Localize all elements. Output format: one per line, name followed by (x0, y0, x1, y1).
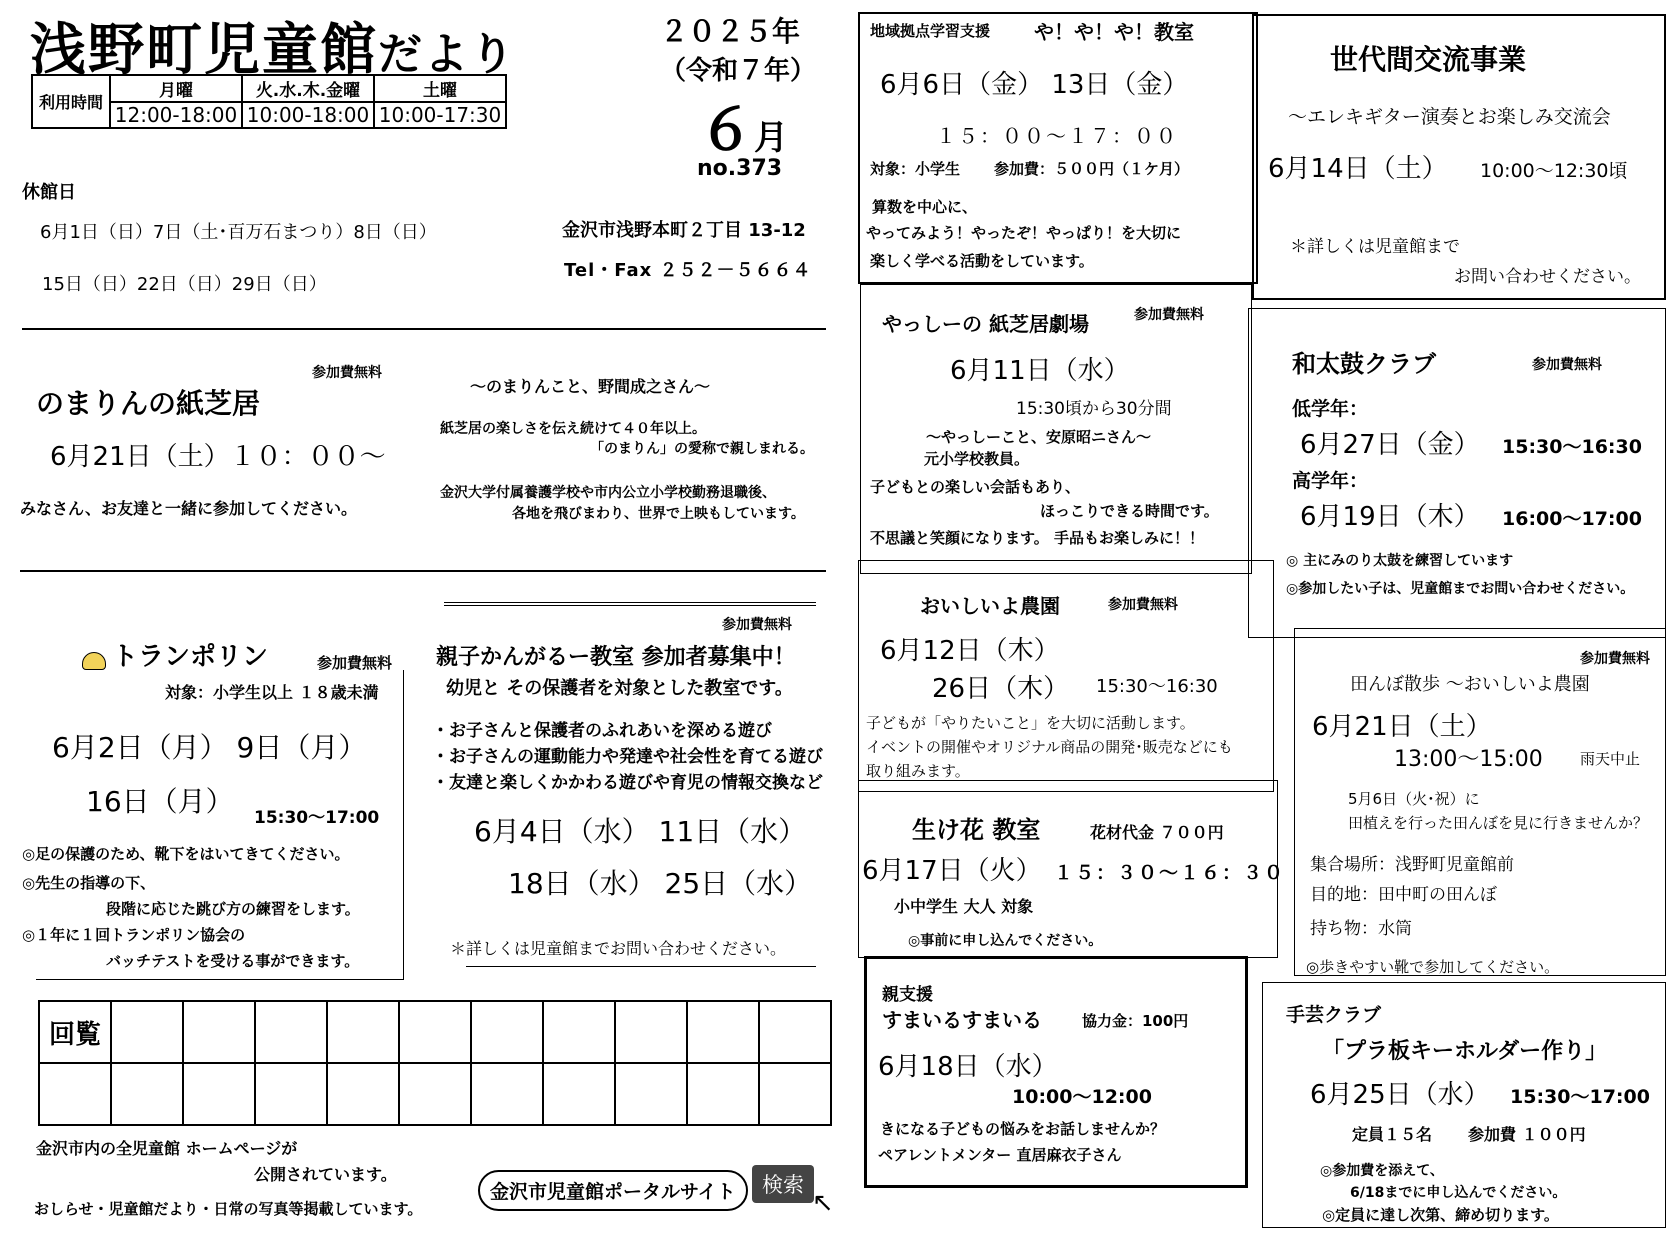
tanbo-rain: 雨天中止 (1580, 750, 1641, 768)
hours-time-mon: 12:00-18:00 (110, 102, 242, 128)
yayaya-dates: 6月6日（金） 13日（金） (880, 70, 1189, 100)
yasshi-performer: ～やっしーこと、安原昭ニさん～ (926, 428, 1152, 446)
yayaya-target: 対象：小学生 (870, 160, 961, 178)
smile-date: 6月18日（水） (878, 1052, 1058, 1082)
tanbo-desc2: 田植えを行った田んぼを見に行きませんか？ (1348, 814, 1649, 832)
taiko-note2: ◎参加したい子は、児童館までお問い合わせください。 (1286, 581, 1635, 597)
search-button[interactable]: 検索 (752, 1165, 814, 1203)
ikebana-time: １５：３０～１６：３０ (1054, 862, 1286, 884)
smile-desc1: きになる子どもの悩みをお話しませんか？ (880, 1120, 1166, 1138)
yasshi-desc1: 子どもとの楽しい会話もあり、 (870, 478, 1081, 496)
closed-days-line2: 15日（日）22日（日）29日（日） (42, 274, 327, 295)
oyako-item2: ・お子さんの運動能力や発達や社会性を育てる遊び (432, 747, 823, 767)
trampoline-time: 15:30～17:00 (254, 808, 380, 828)
closed-label: 休館日 (22, 182, 76, 203)
kamishibai-desc2: 「のまりん」の愛称で親しまれる。 (590, 441, 814, 457)
oyako-title: 親子かんがるー教室 参加者募集中！ (436, 645, 796, 670)
circulation-label: 回覧 (39, 1001, 111, 1063)
circulation-cell (111, 1063, 183, 1125)
ikebana-date: 6月17日（火） (862, 856, 1042, 886)
taiko-low-label: 低学年： (1292, 398, 1369, 420)
circulation-cell (183, 1063, 255, 1125)
hours-day-sat: 土曜 (374, 75, 506, 102)
trampoline-note2: ◎先生の指導の下、 (22, 874, 156, 892)
yayaya-title: や！や！や！教室 (1034, 20, 1194, 44)
hours-table (31, 74, 507, 129)
circulation-cell (471, 1001, 543, 1063)
nouen-desc3: 取り組みます。 (866, 762, 970, 780)
nouen-desc2: イベントの開催やオリジナル商品の開発･販売などにも (866, 738, 1233, 756)
smile-desc2: ペアレントメンター 直居麻衣子さん (878, 1146, 1122, 1164)
circulation-cell (615, 1063, 687, 1125)
shugei-subtitle: 「プラ板キーホルダー作り」 (1322, 1039, 1608, 1064)
trampoline-dates2: 16日（月） (86, 785, 234, 818)
yayaya-desc1: 算数を中心に、 (872, 198, 978, 216)
portal-line2: 公開されています。 (254, 1165, 397, 1184)
nouen-date1: 6月12日（木） (880, 636, 1060, 666)
sedai-date: 6月14日（土） (1268, 154, 1448, 184)
taiko-high-time: 16:00～17:00 (1502, 508, 1642, 530)
trampoline-title: トランポリン (112, 642, 269, 672)
yayaya-desc2: やってみよう！やったぞ！やっぱり！を大切に (866, 224, 1182, 242)
shugei-fee: 参加費 １００円 (1468, 1125, 1586, 1144)
smile-time: 10:00～12:00 (1012, 1086, 1152, 1108)
circulation-cell (543, 1063, 615, 1125)
tanbo-place: 集合場所：浅野町児童館前 (1310, 855, 1514, 875)
circulation-cell (471, 1063, 543, 1125)
kamishibai-desc1: 紙芝居の楽しさを伝え続けて４０年以上。 (440, 421, 706, 437)
issue-year: ２０２５年 (660, 15, 801, 48)
sedai-title: 世代間交流事業 (1330, 43, 1527, 76)
kamishibai-performer: ～のまりんこと、野間成之さん～ (470, 377, 711, 396)
smile-title: すまいるすまいる (882, 1008, 1042, 1032)
trampoline-fee: 参加費無料 (317, 654, 393, 672)
kamishibai-fee: 参加費無料 (312, 365, 382, 381)
circulation-cell (255, 1063, 327, 1125)
sedai-subtitle: ～エレキギター演奏とお楽しみ交流会 (1288, 106, 1611, 128)
nouen-date2: 26日（木） (932, 674, 1070, 704)
circulation-cell (615, 1001, 687, 1063)
taiko-low-time: 15:30～16:30 (1502, 436, 1642, 458)
shugei-note1: ◎参加費を添えて、 (1320, 1163, 1444, 1179)
issue-month (698, 86, 788, 166)
hours-label: 利用時間 (32, 75, 110, 128)
shugei-date: 6月25日（水） (1310, 1080, 1490, 1110)
divider (20, 570, 826, 572)
kamishibai-desc4: 各地を飛びまわり、世界で上映もしています。 (512, 506, 805, 522)
nouen-time: 15:30～16:30 (1096, 676, 1218, 697)
circulation-cell (183, 1001, 255, 1063)
circulation-cell (543, 1001, 615, 1063)
sedai-note2: お問い合わせください。 (1454, 267, 1641, 287)
month-number: ６ (698, 98, 754, 163)
month-suffix: 月 (754, 118, 788, 158)
yasshi-title: やっしーの 紙芝居劇場 (882, 312, 1089, 336)
yasshi-fee: 参加費無料 (1134, 307, 1204, 323)
hours-day-weekday: 火.水.木.金曜 (242, 75, 374, 102)
taiko-high-date: 6月19日（木） (1300, 502, 1480, 532)
trampoline-note3: 段階に応じた跳び方の練習をします。 (106, 900, 360, 918)
tanbo-date: 6月21日（土） (1312, 712, 1492, 742)
smiley-icon (82, 652, 106, 670)
circulation-cell (255, 1001, 327, 1063)
circulation-cell (327, 1001, 399, 1063)
shugei-note2: 6/18までに申し込んでください。 (1350, 1185, 1567, 1201)
oyako-dates1: 6月4日（水） 11日（水） (474, 815, 807, 848)
portal-search-box[interactable]: 金沢市児童館ポータルサイト (478, 1170, 748, 1211)
tanbo-title: 田んぼ散歩 ～おいしいよ農園 (1350, 674, 1590, 695)
taiko-fee: 参加費無料 (1532, 357, 1602, 373)
cursor-icon: ↖ (812, 1188, 834, 1218)
oyako-subtitle: 幼児と その保護者を対象とした教室です。 (446, 678, 793, 699)
trampoline-note5: バッチテストを受ける事ができます。 (106, 952, 360, 970)
yayaya-time: １５：００～１７：００ (936, 124, 1178, 148)
hours-time-weekday: 10:00-18:00 (242, 102, 374, 128)
circulation-cell (327, 1063, 399, 1125)
yasshi-role: 元小学校教員。 (924, 450, 1030, 468)
shugei-cap: 定員１５名 (1352, 1125, 1433, 1144)
oyako-bottom-rule (466, 966, 816, 967)
circulation-cell (759, 1001, 831, 1063)
circulation-table (38, 1000, 832, 1126)
ikebana-target: 小中学生 大人 対象 (894, 897, 1034, 916)
oyako-dates2: 18日（水） 25日（水） (508, 867, 813, 900)
oyako-item3: ・友達と楽しくかかわる遊びや育児の情報交換など (432, 773, 823, 793)
shugei-title: 手芸クラブ (1286, 1004, 1382, 1026)
tanbo-note: ◎歩きやすい靴で参加してください。 (1306, 958, 1560, 976)
smile-fee: 協力金：100円 (1082, 1012, 1189, 1030)
taiko-note1: ◎ 主にみのり太鼓を練習しています (1286, 553, 1514, 569)
address: 金沢市浅野本町２丁目 13-12 (562, 220, 806, 241)
sedai-note1: ＊詳しくは児童館まで (1290, 237, 1460, 257)
circulation-cell (399, 1063, 471, 1125)
tanbo-fee: 参加費無料 (1580, 651, 1650, 667)
circulation-cell (39, 1063, 111, 1125)
circulation-cell (687, 1063, 759, 1125)
portal-line1: 金沢市内の全児童館 ホームページが (36, 1139, 298, 1158)
issue-era: （令和７年） (660, 56, 817, 86)
trampoline-target: 対象：小学生以上 １８歳未満 (165, 683, 379, 702)
oyako-note: ＊詳しくは児童館までお問い合わせください。 (450, 939, 787, 958)
tanbo-bring: 持ち物：水筒 (1310, 919, 1412, 939)
nouen-desc1: 子どもが「やりたいこと」を大切に活動します。 (866, 714, 1195, 732)
tanbo-time: 13:00～15:00 (1394, 747, 1543, 772)
kamishibai-desc3: 金沢大学付属養護学校や市内公立小学校勤務退職後、 (440, 485, 776, 501)
tanbo-dest: 目的地：田中町の田んぼ (1310, 885, 1497, 905)
shugei-note3: ◎定員に達し次第、締め切ります。 (1322, 1206, 1559, 1224)
title-suffix: だより (378, 29, 516, 80)
yasshi-time: 15:30頃から30分間 (1016, 399, 1172, 419)
kamishibai-invite: みなさん、お友達と一緒に参加してください。 (20, 499, 357, 518)
issue-number: no.373 (697, 156, 783, 181)
tanbo-desc1: 5月6日（火･祝）に (1348, 790, 1480, 808)
tel-fax: Tel・Fax ２５２－５６６４ (564, 260, 812, 281)
smile-tag: 親支援 (882, 985, 933, 1005)
circulation-cell (687, 1001, 759, 1063)
nouen-title: おいしいよ農園 (920, 594, 1060, 618)
yasshi-desc2: ほっこりできる時間です。 (1040, 502, 1219, 520)
ikebana-title: 生け花 教室 (912, 816, 1041, 844)
yayaya-tag: 地域拠点学習支援 (870, 22, 991, 40)
circulation-cell (399, 1001, 471, 1063)
ikebana-note: ◎事前に申し込んでください。 (908, 933, 1103, 949)
divider (22, 328, 826, 330)
trampoline-note1: ◎足の保護のため、靴下をはいてきてください。 (22, 845, 350, 863)
closed-days-line1: 6月1日（日）7日（土･百万石まつり）8日（日） (40, 222, 437, 243)
kamishibai-title: のまりんの紙芝居 (36, 387, 261, 420)
yayaya-desc3: 楽しく学べる活動をしています。 (870, 252, 1094, 270)
yayaya-fee: 参加費：５００円（１ケ月） (994, 160, 1190, 178)
kamishibai-date: 6月21日（土）１０：００～ (50, 442, 386, 472)
taiko-low-date: 6月27日（金） (1300, 430, 1480, 460)
hours-time-sat: 10:00-17:30 (374, 102, 506, 128)
taiko-high-label: 高学年： (1292, 470, 1369, 492)
ikebana-fee: 花材代金 ７００円 (1090, 823, 1224, 842)
sedai-time: 10:00～12:30頃 (1480, 160, 1628, 182)
title-main: 浅野町児童館 (30, 18, 378, 83)
oyako-top-rule (444, 602, 816, 606)
trampoline-note4: ◎１年に１回トランポリン協会の (22, 926, 246, 944)
oyako-fee: 参加費無料 (722, 617, 792, 633)
oyako-item1: ・お子さんと保護者のふれあいを深める遊び (432, 721, 772, 741)
trampoline-dates1: 6月2日（月） 9日（月） (52, 731, 367, 764)
yasshi-desc3: 不思議と笑顔になります。 手品もお楽しみに！！ (870, 529, 1205, 547)
taiko-title: 和太鼓クラブ (1292, 350, 1436, 378)
nouen-fee: 参加費無料 (1108, 597, 1178, 613)
yasshi-date: 6月11日（水） (950, 356, 1130, 386)
hours-day-mon: 月曜 (110, 75, 242, 102)
shugei-time: 15:30～17:00 (1510, 1086, 1650, 1108)
portal-line3: おしらせ・児童館だより・日常の写真等掲載しています。 (34, 1200, 423, 1218)
circulation-cell (759, 1063, 831, 1125)
circulation-cell (111, 1001, 183, 1063)
